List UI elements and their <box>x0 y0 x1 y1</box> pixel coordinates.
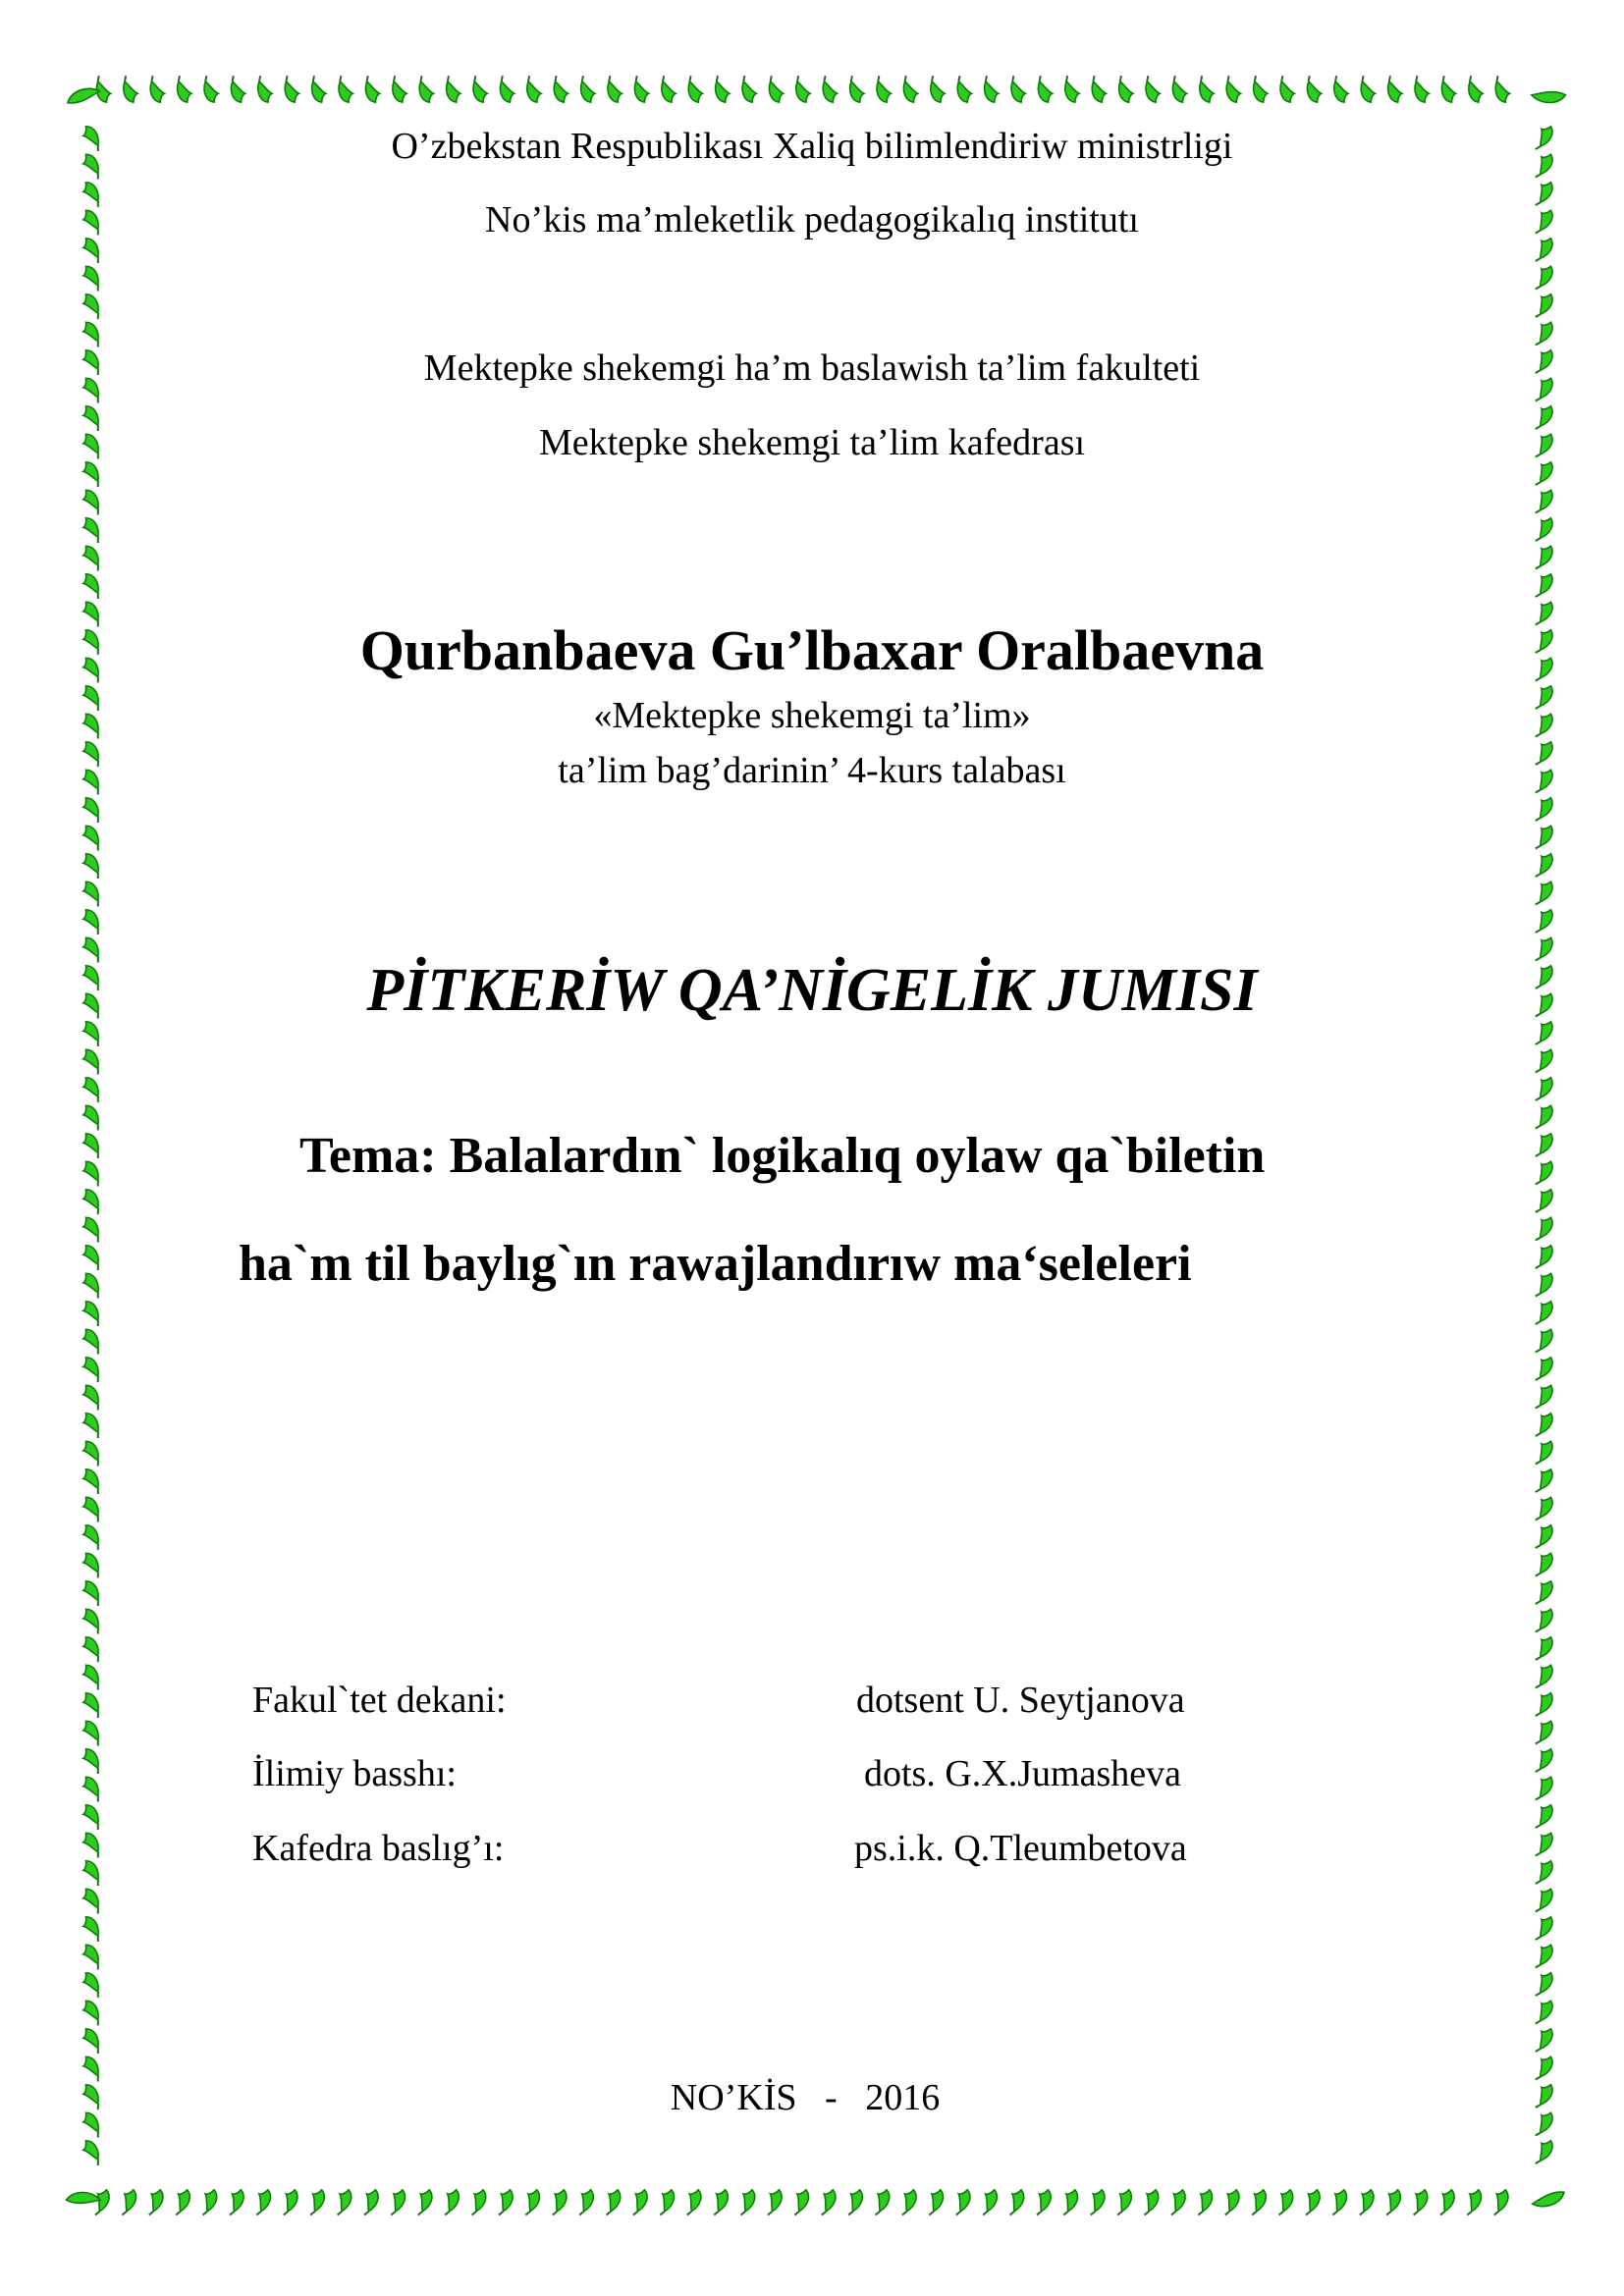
leaf-ornament <box>1381 2187 1403 2217</box>
leaf-ornament <box>80 571 104 602</box>
leaf-ornament <box>1531 1998 1555 2028</box>
author-course: ta’lim bag’darinin’ 4-kurs talabası <box>558 750 1066 791</box>
institute-name: No’kis ma’mleketlik pedagogikalıq institutı <box>485 199 1139 240</box>
leaf-ornament <box>80 1411 104 1441</box>
leaf-ornament <box>360 75 382 105</box>
corner-ornament <box>1531 2191 1566 2209</box>
leaf-ornament <box>198 2187 220 2217</box>
leaf-ornament <box>1247 2187 1269 2217</box>
leaf-ornament <box>522 75 544 105</box>
signature-value-supervisor: dots. G.X.Jumasheva <box>864 1753 1181 1794</box>
leaf-ornament <box>1531 906 1555 936</box>
leaf-ornament <box>1329 75 1351 105</box>
leaf-ornament <box>252 2187 274 2217</box>
leaf-ornament <box>1112 2187 1134 2217</box>
faculty-name: Mektepke shekemgi ha’m baslawish ta’lim fakulteti <box>423 347 1201 389</box>
leaf-ornament <box>1531 1942 1555 1972</box>
leaf-ornament <box>1005 2187 1027 2217</box>
leaf-ornament <box>1531 319 1555 349</box>
leaf-ornament <box>80 1858 104 1889</box>
leaf-ornament <box>80 487 104 517</box>
leaf-ornament <box>1490 75 1512 105</box>
leaf-ornament <box>818 75 839 105</box>
leaf-ornament <box>1531 1633 1555 1664</box>
leaf-ornament <box>80 1382 104 1413</box>
leaf-ornament <box>80 1830 104 1860</box>
corner-ornament <box>66 86 101 104</box>
leaf-ornament <box>1221 75 1243 105</box>
leaf-ornament <box>736 2187 758 2217</box>
leaf-ornament <box>80 1746 104 1777</box>
leaf-ornament <box>872 75 893 105</box>
leaf-ornament <box>1302 75 1324 105</box>
leaf-ornament <box>952 75 974 105</box>
leaf-ornament <box>80 907 104 937</box>
leaf-ornament <box>871 2187 893 2217</box>
leaf-ornament <box>1086 2187 1108 2217</box>
leaf-ornament <box>1531 487 1555 517</box>
leaf-ornament <box>1531 2025 1555 2056</box>
leaf-ornament <box>1355 2187 1377 2217</box>
leaf-ornament <box>80 1802 104 1833</box>
leaf-ornament <box>80 1326 104 1357</box>
leaf-ornament <box>119 75 140 105</box>
leaf-ornament <box>1531 1270 1555 1301</box>
leaf-ornament <box>1531 1662 1555 1692</box>
leaf-ornament <box>1531 1969 1555 2000</box>
leaf-ornament <box>1531 850 1555 881</box>
department-name: Mektepke shekemgi ta’lim kafedrası <box>538 422 1086 463</box>
leaf-ornament <box>845 75 867 105</box>
leaf-ornament <box>1531 794 1555 825</box>
leaf-ornament <box>1531 458 1555 489</box>
leaf-ornament <box>80 1187 104 1217</box>
leaf-ornament <box>80 1046 104 1077</box>
signature-label-dean: Fakul`tet dekani: <box>252 1680 507 1721</box>
leaf-ornament <box>1435 2187 1457 2217</box>
leaf-ornament <box>576 75 598 105</box>
leaf-ornament <box>1531 1689 1555 1720</box>
leaf-ornament <box>1531 1158 1555 1189</box>
leaf-ornament <box>80 1634 104 1665</box>
leaf-ornament <box>80 1550 104 1580</box>
signature-value-head: ps.i.k. Q.Tleumbetova <box>854 1828 1187 1869</box>
document-type: PİTKERİW QA’NİGELİK JUMISI <box>366 957 1258 1024</box>
corner-ornament <box>66 2190 101 2208</box>
leaf-ornament <box>80 236 104 266</box>
leaf-ornament <box>80 1970 104 2001</box>
leaf-ornament <box>980 75 1001 105</box>
leaf-ornament <box>80 1075 104 1105</box>
leaf-ornament <box>1531 1577 1555 1608</box>
leaf-ornament <box>80 1914 104 1945</box>
leaf-ornament <box>279 2187 300 2217</box>
leaf-ornament <box>925 2187 947 2217</box>
leaf-ornament <box>1531 1214 1555 1245</box>
leaf-ornament <box>226 75 247 105</box>
leaf-ornament <box>80 1355 104 1385</box>
leaf-ornament <box>468 75 490 105</box>
leaf-ornament <box>737 75 759 105</box>
corner-ornament <box>1531 88 1566 106</box>
leaf-ornament <box>1531 291 1555 321</box>
leaf-ornament <box>80 319 104 349</box>
leaf-ornament <box>1194 2187 1216 2217</box>
leaf-ornament <box>414 75 436 105</box>
leaf-ornament <box>442 75 463 105</box>
leaf-ornament <box>1356 75 1378 105</box>
leaf-ornament <box>1531 1354 1555 1384</box>
leaf-ornament <box>951 2187 973 2217</box>
leaf-ornament <box>1531 263 1555 294</box>
leaf-ornament <box>80 1019 104 1049</box>
city-year: NO’KİS - 2016 <box>670 2077 941 2118</box>
leaf-ornament <box>1060 75 1082 105</box>
leaf-ornament <box>333 2187 354 2217</box>
leaf-ornament <box>80 795 104 826</box>
leaf-ornament <box>80 515 104 546</box>
leaf-ornament <box>80 459 104 490</box>
leaf-ornament <box>280 75 301 105</box>
leaf-ornament <box>1531 879 1555 909</box>
leaf-ornament <box>1531 1074 1555 1104</box>
leaf-ornament <box>1531 1550 1555 1580</box>
leaf-ornament <box>1531 235 1555 265</box>
leaf-ornament <box>1059 2187 1081 2217</box>
leaf-ornament <box>1531 1522 1555 1552</box>
leaf-ornament <box>978 2187 1000 2217</box>
leaf-ornament <box>1531 823 1555 853</box>
leaf-ornament <box>494 2187 515 2217</box>
leaf-ornament <box>1328 2187 1350 2217</box>
leaf-ornament <box>90 2187 112 2217</box>
leaf-ornament <box>1032 2187 1054 2217</box>
leaf-ornament <box>413 2187 435 2217</box>
leaf-ornament <box>80 292 104 322</box>
leaf-ornament <box>764 75 785 105</box>
leaf-ornament <box>682 2187 704 2217</box>
leaf-ornament <box>1531 1130 1555 1160</box>
leaf-ornament <box>521 2187 543 2217</box>
leaf-ornament <box>80 1578 104 1609</box>
leaf-ornament <box>173 75 194 105</box>
leaf-ornament <box>80 2026 104 2056</box>
leaf-ornament <box>1531 1745 1555 1776</box>
leaf-ornament <box>1531 1606 1555 1636</box>
leaf-ornament <box>629 75 651 105</box>
leaf-ornament <box>1463 2187 1485 2217</box>
leaf-ornament <box>817 2187 839 2217</box>
leaf-ornament <box>199 75 221 105</box>
leaf-ornament <box>1033 75 1055 105</box>
signature-label-supervisor: İlimiy basshı: <box>252 1753 457 1794</box>
leaf-ornament <box>574 2187 596 2217</box>
leaf-ornament <box>334 75 355 105</box>
leaf-ornament <box>791 75 813 105</box>
leaf-ornament <box>307 75 329 105</box>
leaf-ornament <box>843 2187 865 2217</box>
leaf-ornament <box>253 75 275 105</box>
leaf-ornament <box>1531 1410 1555 1440</box>
leaf-ornament <box>1220 2187 1242 2217</box>
leaf-ornament <box>1195 75 1217 105</box>
leaf-ornament <box>1531 1046 1555 1077</box>
leaf-ornament <box>1531 1494 1555 1524</box>
leaf-ornament <box>656 2187 677 2217</box>
leaf-ornament <box>548 2187 569 2217</box>
leaf-ornament <box>80 1998 104 2028</box>
leaf-ornament <box>1167 75 1189 105</box>
leaf-ornament <box>80 1774 104 1804</box>
leaf-ornament <box>1383 75 1405 105</box>
leaf-ornament <box>80 1270 104 1301</box>
leaf-ornament <box>225 2187 246 2217</box>
leaf-ornament <box>80 1214 104 1245</box>
leaf-ornament <box>80 1690 104 1721</box>
leaf-ornament <box>80 879 104 909</box>
leaf-ornament <box>80 1438 104 1468</box>
leaf-ornament <box>80 1131 104 1161</box>
leaf-ornament <box>1275 75 1297 105</box>
author-name: Qurbanbaeva Gu’lbaxar Oralbaevna <box>359 618 1265 682</box>
leaf-ornament <box>657 75 678 105</box>
leaf-ornament <box>1410 75 1432 105</box>
leaf-ornament <box>80 823 104 853</box>
leaf-ornament <box>1087 75 1109 105</box>
leaf-ornament <box>80 1299 104 1329</box>
leaf-ornament <box>1531 1718 1555 1748</box>
leaf-ornament <box>387 2187 408 2217</box>
leaf-ornament <box>359 2187 381 2217</box>
theme-line-2: ha`m til baylıg`ın rawajlandırıw ma‘seleleri <box>239 1236 1192 1292</box>
leaf-ornament <box>1531 1018 1555 1048</box>
leaf-ornament <box>1464 75 1486 105</box>
leaf-ornament <box>80 1606 104 1636</box>
leaf-ornament <box>926 75 947 105</box>
leaf-ornament <box>80 1662 104 1692</box>
leaf-ornament <box>305 2187 327 2217</box>
leaf-ornament <box>80 1102 104 1133</box>
leaf-ornament <box>1166 2187 1188 2217</box>
leaf-ornament <box>1114 75 1136 105</box>
leaf-ornament <box>440 2187 461 2217</box>
leaf-ornament <box>790 2187 812 2217</box>
leaf-ornament <box>80 1158 104 1189</box>
leaf-ornament <box>1531 1801 1555 1832</box>
leaf-ornament <box>145 75 167 105</box>
leaf-ornament <box>118 2187 139 2217</box>
ministry-name: O’zbekstan Respublikası Xaliq bilimlendiriw ministrligi <box>391 126 1233 167</box>
leaf-ornament <box>1531 1857 1555 1888</box>
leaf-ornament <box>144 2187 166 2217</box>
theme-line-1: Tema: Balalardın` logikalıq oylaw qa`biletin <box>299 1128 1266 1184</box>
leaf-ornament <box>80 851 104 881</box>
leaf-ornament <box>1531 2137 1555 2167</box>
leaf-ornament <box>1531 1242 1555 1272</box>
leaf-ornament <box>711 75 732 105</box>
leaf-ornament <box>80 1718 104 1748</box>
leaf-ornament <box>1531 543 1555 573</box>
leaf-ornament <box>628 2187 650 2217</box>
leaf-ornament <box>1531 1466 1555 1496</box>
leaf-ornament <box>80 543 104 573</box>
leaf-ornament <box>1489 2187 1511 2217</box>
leaf-ornament <box>1531 1830 1555 1860</box>
leaf-ornament <box>1531 1326 1555 1357</box>
leaf-ornament <box>80 2138 104 2168</box>
leaf-ornament <box>80 1494 104 1524</box>
leaf-ornament <box>1141 75 1163 105</box>
leaf-ornament <box>80 1522 104 1553</box>
leaf-ornament <box>80 1942 104 1972</box>
leaf-ornament <box>80 263 104 294</box>
leaf-ornament <box>1301 2187 1323 2217</box>
leaf-ornament <box>1006 75 1028 105</box>
leaf-ornament <box>1531 1186 1555 1216</box>
leaf-ornament <box>1274 2187 1296 2217</box>
leaf-ornament <box>709 2187 731 2217</box>
leaf-ornament <box>1531 1102 1555 1133</box>
leaf-ornament <box>549 75 570 105</box>
leaf-ornament <box>1249 75 1271 105</box>
leaf-ornament <box>80 1467 104 1497</box>
leaf-ornament <box>1531 1438 1555 1468</box>
leaf-ornament <box>80 1886 104 1916</box>
leaf-ornament <box>1531 1913 1555 1944</box>
leaf-ornament <box>1140 2187 1162 2217</box>
leaf-ornament <box>1531 570 1555 601</box>
leaf-ornament <box>763 2187 785 2217</box>
leaf-ornament <box>897 2187 919 2217</box>
leaf-ornament <box>171 2187 192 2217</box>
leaf-ornament <box>1436 75 1458 105</box>
leaf-ornament <box>683 75 705 105</box>
leaf-ornament <box>1531 1774 1555 1804</box>
leaf-ornament <box>1531 1382 1555 1413</box>
leaf-ornament <box>388 75 409 105</box>
leaf-ornament <box>898 75 920 105</box>
signature-label-head: Kafedra baslıg’ı: <box>252 1828 505 1869</box>
leaf-ornament <box>467 2187 489 2217</box>
signature-value-dean: dotsent U. Seytjanova <box>856 1680 1185 1721</box>
leaf-ornament <box>602 2187 623 2217</box>
leaf-ornament <box>1531 1886 1555 1916</box>
leaf-ornament <box>603 75 624 105</box>
leaf-ornament <box>1531 514 1555 545</box>
author-program: «Mektepke shekemgi ta’lim» <box>593 695 1031 736</box>
leaf-ornament <box>1531 1298 1555 1328</box>
leaf-ornament <box>1409 2187 1431 2217</box>
leaf-ornament <box>80 1243 104 1273</box>
leaf-ornament <box>495 75 516 105</box>
